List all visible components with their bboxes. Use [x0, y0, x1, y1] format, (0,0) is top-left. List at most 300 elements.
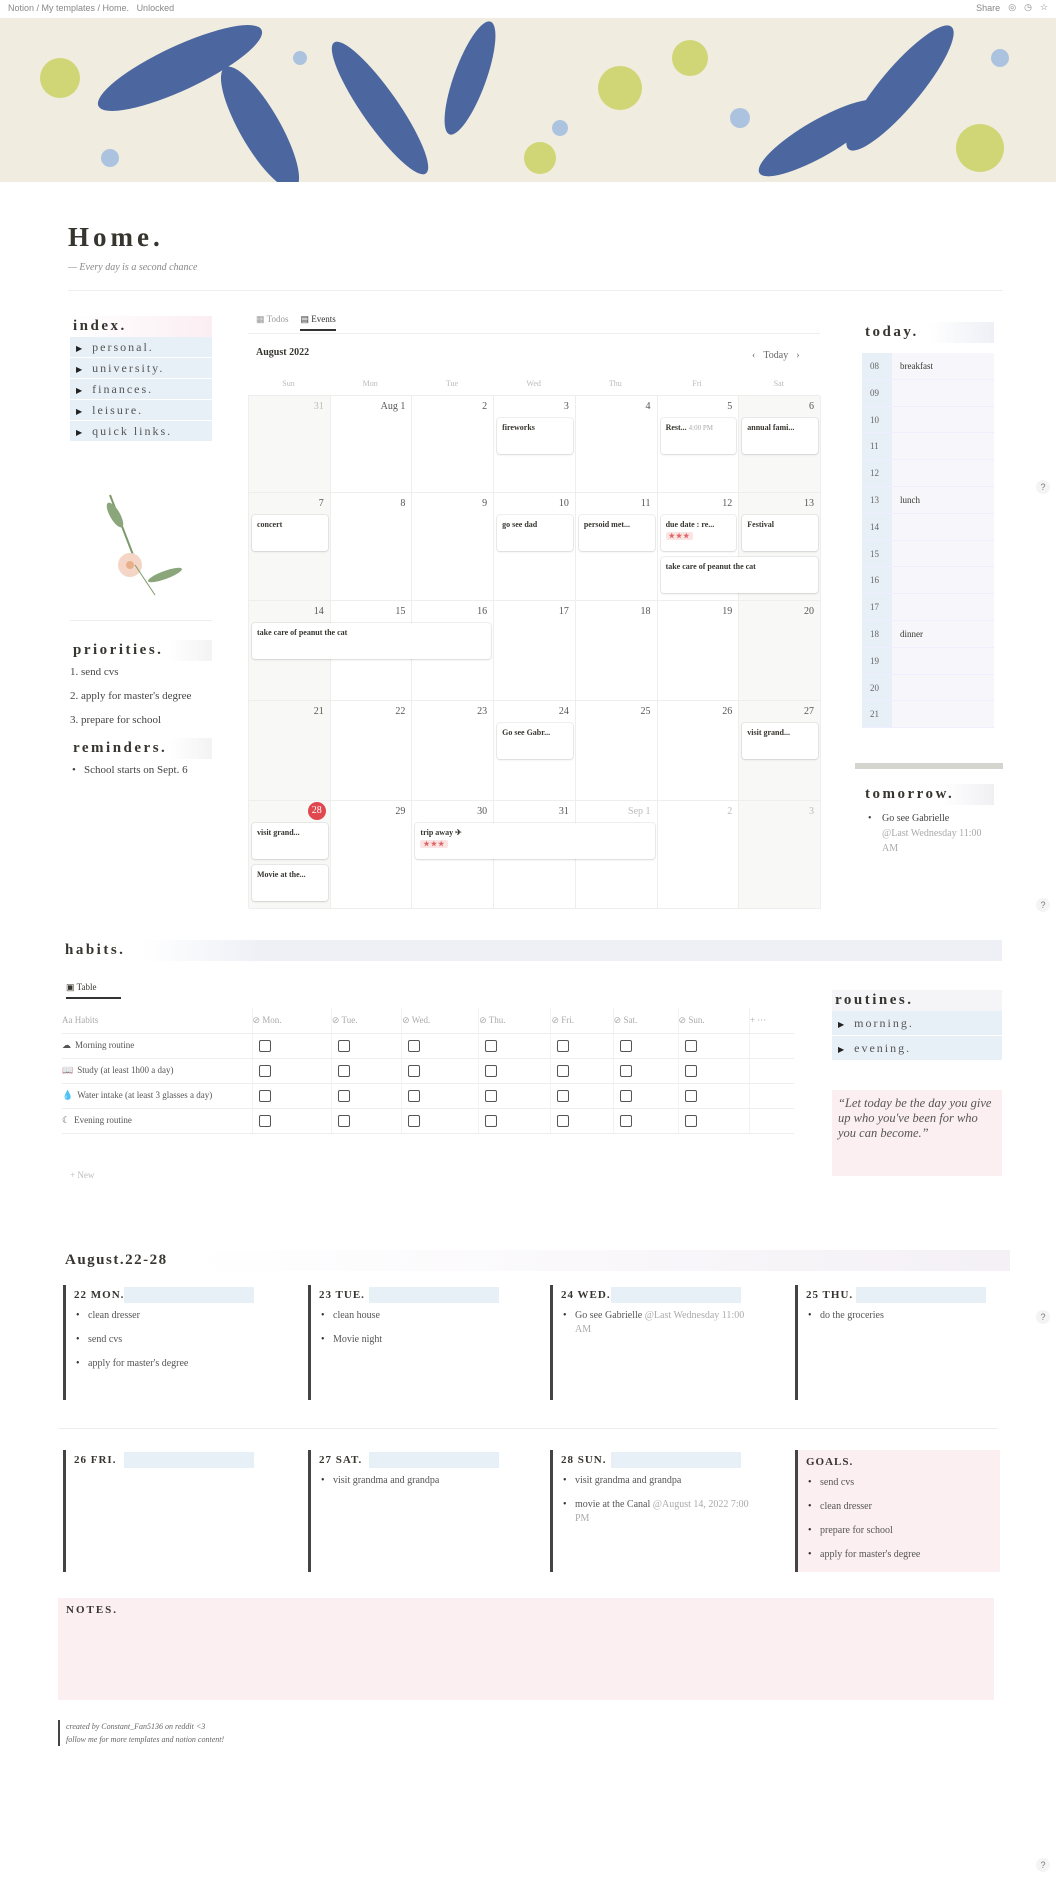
event-title: annual fami...	[747, 423, 795, 432]
today-button[interactable]: Today	[763, 350, 789, 361]
day-column-header[interactable]	[252, 1008, 331, 1033]
weekday-heading: 24 WED.	[561, 1287, 741, 1303]
weekday-block	[63, 1285, 268, 1400]
day-column-label: Sun.	[688, 1014, 705, 1025]
weekday-label: Wed	[526, 379, 541, 388]
index-toggle-item[interactable]	[70, 358, 212, 378]
priority-item: 1. send cvs	[70, 666, 119, 678]
page-title: Home.	[68, 222, 164, 252]
help-button[interactable]: ?	[1036, 480, 1050, 494]
weekday-task[interactable]	[561, 1309, 755, 1337]
new-row-button[interactable]: + New	[70, 1170, 95, 1180]
tab-table-label: Table	[76, 982, 97, 992]
goal-text: send cvs	[820, 1477, 855, 1488]
routine-toggle-item[interactable]	[832, 1036, 1002, 1060]
day-number: 2	[727, 806, 733, 817]
day-number: 3	[563, 401, 569, 412]
hour-task: lunch	[892, 487, 994, 513]
habit-checkbox[interactable]	[620, 1090, 632, 1102]
clock-icon[interactable]: ◷	[1024, 2, 1032, 12]
calendar-day-cell[interactable]	[331, 493, 413, 601]
hour-label: 20	[862, 675, 892, 701]
event-title: Festival	[747, 520, 774, 529]
day-column-label: Tue.	[341, 1014, 358, 1025]
day-number: Aug 1	[380, 401, 406, 412]
habit-checkbox[interactable]	[620, 1115, 632, 1127]
weekday-label: Mon	[362, 379, 378, 388]
weekday-block	[550, 1285, 755, 1400]
weekday-task-list	[561, 1309, 755, 1337]
calendar-day-cell[interactable]	[412, 701, 494, 801]
day-number: 12	[722, 498, 733, 509]
habits-table	[62, 1008, 794, 1134]
week-heading: August.22-28	[62, 1250, 1010, 1271]
habit-check-cell	[402, 1108, 479, 1133]
routine-label: morning.	[854, 1016, 914, 1030]
weekday-label: Sun	[282, 379, 295, 388]
habit-checkbox[interactable]	[685, 1065, 697, 1077]
weekday-task-list	[74, 1309, 268, 1371]
task-text: movie at the Canal	[575, 1499, 651, 1510]
help-button[interactable]: ?	[1036, 898, 1050, 912]
habit-check-cell	[678, 1083, 749, 1108]
habit-checkbox[interactable]	[557, 1040, 569, 1052]
calendar-day-cell[interactable]	[658, 601, 740, 701]
task-text: Movie night	[333, 1334, 383, 1345]
index-item-label: quick links.	[92, 424, 173, 438]
habit-icon: ☾	[62, 1115, 71, 1125]
hour-label: 17	[862, 594, 892, 620]
goal-text: clean dresser	[820, 1501, 872, 1512]
event-title: go see dad	[502, 520, 538, 529]
calendar-event-card[interactable]	[497, 515, 573, 551]
toggle-triangle-icon: ▶	[838, 1045, 847, 1054]
notes-block[interactable]	[58, 1598, 994, 1700]
day-column-label: Mon.	[262, 1014, 282, 1025]
day-number: 27	[803, 706, 814, 717]
habit-checkbox[interactable]	[685, 1040, 697, 1052]
routine-label: evening.	[854, 1041, 912, 1055]
weekday-label: Fri	[692, 379, 702, 388]
hour-task	[892, 407, 994, 433]
habit-checkbox[interactable]	[259, 1090, 271, 1102]
day-number: 11	[640, 498, 651, 509]
habit-check-cell	[479, 1083, 551, 1108]
day-column-label: Thu.	[488, 1014, 506, 1025]
calendar-day-cell[interactable]	[249, 701, 331, 801]
task-text: visit grandma and grandpa	[575, 1475, 682, 1486]
day-column-header[interactable]	[551, 1008, 613, 1033]
habit-check-cell	[551, 1108, 613, 1133]
calendar-day-cell[interactable]	[658, 701, 740, 801]
habit-checkbox[interactable]	[620, 1040, 632, 1052]
calendar-day-cell[interactable]	[576, 601, 658, 701]
prev-month-button[interactable]: ‹	[752, 350, 756, 361]
day-number: 14	[313, 606, 324, 617]
tomorrow-item[interactable]: • Go see Gabrielle @Last Wednesday 11:00 AM	[868, 813, 982, 854]
hour-task	[892, 541, 994, 567]
tab-todos[interactable]: ▦ Todos	[256, 314, 289, 324]
weekday-task[interactable]	[561, 1474, 755, 1488]
routine-toggle-item[interactable]	[832, 1011, 1002, 1035]
calendar-day-cell[interactable]	[331, 396, 413, 493]
day-number: 24	[558, 706, 569, 717]
checkbox-property-icon: ⊘	[331, 1014, 342, 1025]
divider-bar	[855, 763, 1003, 769]
calendar-day-cell[interactable]	[412, 493, 494, 601]
calendar-event-card[interactable]	[497, 418, 573, 454]
star-icon[interactable]: ☆	[1039, 2, 1048, 12]
day-number: 29	[395, 806, 406, 817]
calendar-event-card[interactable]	[579, 515, 655, 551]
goals-block	[795, 1450, 1000, 1572]
day-number: 7	[318, 498, 324, 509]
weekday-label: Thu	[608, 379, 622, 388]
hour-label: 11	[862, 433, 892, 459]
event-tag: ★★★	[666, 532, 694, 540]
day-number: 30	[477, 806, 488, 817]
habit-name-cell[interactable]	[62, 1108, 252, 1133]
priority-item: 3. prepare for school	[70, 714, 162, 726]
event-title: visit grand...	[747, 728, 790, 737]
habit-check-cell	[479, 1108, 551, 1133]
index-item-label: university.	[92, 361, 165, 375]
quote-block: “Let today be the day you give up who you've been for who you can become.”	[832, 1090, 1002, 1176]
habits-heading: habits.	[62, 940, 1002, 961]
hour-label: 21	[862, 701, 892, 727]
habit-checkbox[interactable]	[685, 1090, 697, 1102]
calendar-day-cell[interactable]	[658, 801, 740, 909]
habit-check-cell	[331, 1083, 401, 1108]
habit-check-cell	[551, 1083, 613, 1108]
weekday-block	[550, 1450, 755, 1572]
weekday-task[interactable]	[561, 1498, 755, 1526]
day-column-header[interactable]	[479, 1008, 551, 1033]
day-number: 10	[558, 498, 569, 509]
habit-check-cell	[331, 1033, 401, 1058]
index-item-label: finances.	[92, 382, 154, 396]
calendar-view-tabs	[256, 314, 336, 331]
day-number: 16	[477, 606, 488, 617]
toggle-triangle-icon: ▶	[76, 428, 85, 437]
weekday-heading: 22 MON.	[74, 1287, 254, 1303]
hour-task	[892, 433, 994, 459]
empty-cell	[749, 1058, 794, 1083]
top-bar	[0, 0, 1056, 18]
habit-checkbox[interactable]	[259, 1065, 271, 1077]
help-button[interactable]: ?	[1036, 1310, 1050, 1324]
calendar-event-card[interactable]	[742, 515, 818, 551]
calendar-event-card[interactable]	[252, 623, 491, 659]
habit-checkbox[interactable]	[485, 1065, 497, 1077]
hour-label: 09	[862, 380, 892, 406]
footer-callout	[58, 1720, 224, 1746]
index-item-label: leisure.	[92, 403, 144, 417]
habit-icon: 💧	[62, 1090, 74, 1100]
habit-checkbox[interactable]	[338, 1115, 350, 1127]
footer-credit: created by Constant_Fan5136 on reddit <3	[66, 1722, 206, 1731]
habit-checkbox[interactable]	[338, 1090, 350, 1102]
calendar-month: August 2022	[256, 347, 310, 358]
weekday-label: Sat	[773, 379, 784, 388]
event-title: visit grand...	[257, 828, 300, 837]
event-title: take care of peanut the cat	[665, 562, 756, 571]
event-title: persoid met...	[583, 520, 631, 529]
hour-label: 18	[862, 621, 892, 647]
comment-icon[interactable]: ◎	[1008, 2, 1017, 12]
hour-row[interactable]	[862, 407, 994, 434]
today-block	[862, 322, 994, 728]
habit-check-cell	[331, 1058, 401, 1083]
weekday-block	[795, 1285, 1000, 1400]
day-number: 19	[722, 606, 733, 617]
calendar-event-card[interactable]	[661, 418, 737, 454]
day-number: 23	[477, 706, 488, 717]
add-column-button[interactable]: + ···	[749, 1008, 794, 1033]
hour-row[interactable]	[862, 487, 994, 514]
day-column-label: Sat.	[623, 1014, 638, 1025]
task-text: send cvs	[88, 1334, 123, 1345]
habit-icon: ☁	[62, 1040, 71, 1050]
habit-row	[62, 1058, 794, 1083]
tab-todos-label: Todos	[266, 314, 289, 324]
date-mention[interactable]: @Last Wednesday 11:00 AM	[575, 1310, 745, 1335]
habit-checkbox[interactable]	[485, 1090, 497, 1102]
event-title: Rest...	[665, 423, 687, 432]
hour-label: 10	[862, 407, 892, 433]
habit-row	[62, 1108, 794, 1133]
calendar-event-card[interactable]	[415, 823, 654, 859]
empty-cell	[749, 1108, 794, 1133]
hour-row[interactable]	[862, 594, 994, 621]
reminder-text: School starts on Sept. 6	[84, 764, 188, 776]
tab-events[interactable]: ▤ Events	[300, 314, 335, 331]
habit-checkbox[interactable]	[338, 1040, 350, 1052]
habit-checkbox[interactable]	[685, 1115, 697, 1127]
habit-check-cell	[252, 1108, 331, 1133]
habit-row	[62, 1083, 794, 1108]
cover-image[interactable]	[0, 18, 1056, 182]
day-number: 2	[482, 401, 488, 412]
hour-row[interactable]	[862, 460, 994, 487]
toggle-triangle-icon: ▶	[838, 1020, 847, 1029]
hour-task: dinner	[892, 621, 994, 647]
next-month-button[interactable]: ›	[796, 350, 800, 361]
weekday-task[interactable]	[74, 1333, 268, 1347]
breadcrumb-path[interactable]: Notion / My templates / Home.	[8, 3, 130, 13]
hour-row[interactable]	[862, 353, 994, 380]
hour-task: breakfast	[892, 353, 994, 379]
goal-item[interactable]	[806, 1548, 1000, 1562]
habit-checkbox[interactable]	[557, 1090, 569, 1102]
checkbox-property-icon: ⊘	[678, 1014, 689, 1025]
calendar-day-cell[interactable]	[576, 396, 658, 493]
index-toggle-item[interactable]	[70, 337, 212, 357]
day-column-header[interactable]	[402, 1008, 479, 1033]
habit-name-cell[interactable]	[62, 1058, 252, 1083]
page-subtitle: — Every day is a second chance	[68, 262, 198, 273]
calendar-day-cell[interactable]	[249, 396, 331, 493]
calendar-day-cell[interactable]	[739, 801, 821, 909]
calendar-event-card[interactable]	[497, 723, 573, 759]
hour-row[interactable]	[862, 514, 994, 541]
hour-row[interactable]	[862, 648, 994, 675]
calendar-event-card[interactable]	[661, 557, 818, 593]
day-number: 21	[313, 706, 324, 717]
habit-checkbox[interactable]	[338, 1065, 350, 1077]
habit-check-cell	[479, 1058, 551, 1083]
calendar-event-card[interactable]	[742, 723, 818, 759]
habit-check-cell	[613, 1108, 678, 1133]
goal-item[interactable]	[806, 1524, 1000, 1538]
today-date-badge: 28	[308, 802, 326, 820]
hour-task	[892, 648, 994, 674]
weekday-task[interactable]	[74, 1357, 268, 1371]
hour-row[interactable]	[862, 567, 994, 594]
hour-row[interactable]	[862, 621, 994, 648]
event-title: fireworks	[502, 423, 535, 432]
tab-events-label: Events	[311, 314, 336, 324]
tomorrow-item-text: Go see Gabrielle	[882, 813, 950, 824]
habits-name-header: Aa Habits	[62, 1008, 252, 1033]
divider	[58, 1428, 998, 1429]
habit-name: Evening routine	[74, 1115, 132, 1125]
toggle-triangle-icon: ▶	[76, 344, 85, 353]
hour-label: 13	[862, 487, 892, 513]
lock-status[interactable]: Unlocked	[136, 3, 175, 13]
reminder-item[interactable]: • School starts on Sept. 6	[72, 764, 188, 776]
weekday-task[interactable]	[319, 1333, 513, 1347]
day-number: 4	[645, 401, 651, 412]
habit-checkbox[interactable]	[408, 1090, 420, 1102]
calendar-event-card[interactable]	[252, 865, 328, 901]
goals-heading: GOALS.	[806, 1456, 854, 1468]
day-column-header[interactable]	[678, 1008, 749, 1033]
habit-check-cell	[252, 1058, 331, 1083]
calendar-day-cell[interactable]	[739, 601, 821, 701]
event-title: Movie at the...	[257, 870, 306, 879]
habit-name: Water intake (at least 3 glasses a day)	[77, 1090, 213, 1100]
hour-row[interactable]	[862, 433, 994, 460]
event-title: Go see Gabr...	[502, 728, 551, 737]
habit-name-cell[interactable]	[62, 1083, 252, 1108]
divider	[70, 620, 212, 621]
day-number: Sep 1	[628, 806, 651, 817]
habit-checkbox[interactable]	[557, 1065, 569, 1077]
weekday-task[interactable]	[319, 1474, 513, 1488]
habit-checkbox[interactable]	[408, 1115, 420, 1127]
day-number: 17	[558, 606, 569, 617]
day-number: 18	[640, 606, 651, 617]
empty-cell	[749, 1083, 794, 1108]
habit-checkbox[interactable]	[259, 1115, 271, 1127]
weekday-task[interactable]	[319, 1309, 513, 1323]
habit-checkbox[interactable]	[485, 1040, 497, 1052]
habit-checkbox[interactable]	[408, 1040, 420, 1052]
weekday-task-list	[319, 1474, 513, 1488]
hour-task	[892, 701, 994, 727]
calendar-day-cell[interactable]	[576, 701, 658, 801]
calendar-event-card[interactable]	[252, 515, 328, 551]
habit-check-cell	[402, 1058, 479, 1083]
weekday-block	[308, 1450, 513, 1572]
index-block	[70, 316, 212, 442]
help-button[interactable]: ?	[1036, 1858, 1050, 1872]
goal-text: prepare for school	[820, 1525, 893, 1536]
weekday-heading: 26 FRI.	[74, 1452, 254, 1468]
calendar-day-cell[interactable]	[331, 701, 413, 801]
routines-block	[832, 990, 1002, 1061]
index-toggle-item[interactable]	[70, 400, 212, 420]
day-column-header[interactable]	[613, 1008, 678, 1033]
habit-check-cell	[678, 1108, 749, 1133]
calendar-event-card[interactable]	[661, 515, 737, 551]
footer-follow: follow me for more templates and notion content!	[66, 1735, 225, 1744]
calendar-day-cell[interactable]	[494, 601, 576, 701]
hour-row[interactable]	[862, 675, 994, 702]
checkbox-property-icon: ⊘	[551, 1014, 562, 1025]
hour-row[interactable]	[862, 380, 994, 407]
share-button[interactable]: Share	[976, 2, 1001, 13]
hour-row[interactable]	[862, 541, 994, 568]
habit-checkbox[interactable]	[485, 1115, 497, 1127]
breadcrumb[interactable]	[8, 3, 174, 13]
weekday-task[interactable]	[806, 1309, 1000, 1323]
weekday-task[interactable]	[74, 1309, 268, 1323]
checkbox-property-icon: ⊘	[402, 1014, 412, 1025]
calendar-day-cell[interactable]	[331, 801, 413, 909]
weekday-heading: 25 THU.	[806, 1287, 986, 1303]
day-number: 26	[722, 706, 733, 717]
habit-checkbox[interactable]	[620, 1065, 632, 1077]
calendar-event-card[interactable]	[742, 418, 818, 454]
hour-row[interactable]	[862, 701, 994, 728]
day-column-label: Wed.	[411, 1014, 431, 1025]
event-title: take care of peanut the cat	[257, 628, 348, 637]
goal-item[interactable]	[806, 1500, 1000, 1514]
tab-table[interactable]: ▣ Table	[66, 982, 121, 999]
goal-item[interactable]	[806, 1476, 1000, 1490]
toggle-triangle-icon: ▶	[76, 407, 85, 416]
habit-name: Morning routine	[75, 1040, 135, 1050]
day-number: 5	[727, 401, 733, 412]
habit-check-cell	[613, 1083, 678, 1108]
day-column-header[interactable]	[331, 1008, 401, 1033]
calendar-day-cell[interactable]	[412, 396, 494, 493]
index-toggle-item[interactable]	[70, 421, 212, 441]
habit-checkbox[interactable]	[408, 1065, 420, 1077]
habit-checkbox[interactable]	[557, 1115, 569, 1127]
index-toggle-item[interactable]	[70, 379, 212, 399]
hour-task	[892, 514, 994, 540]
hour-label: 14	[862, 514, 892, 540]
task-text: do the groceries	[820, 1310, 884, 1321]
day-number: 15	[395, 606, 406, 617]
habit-checkbox[interactable]	[259, 1040, 271, 1052]
habit-check-cell	[479, 1033, 551, 1058]
hour-task	[892, 460, 994, 486]
tomorrow-block	[862, 784, 994, 856]
calendar-event-card[interactable]	[252, 823, 328, 859]
weekday-heading: 23 TUE.	[319, 1287, 499, 1303]
date-mention[interactable]: @Last Wednesday 11:00 AM	[882, 828, 982, 854]
hour-label: 12	[862, 460, 892, 486]
date-mention[interactable]: @August 14, 2022 7:00 PM	[575, 1499, 749, 1524]
habit-icon: 📖	[62, 1065, 74, 1075]
habit-name-cell[interactable]	[62, 1033, 252, 1058]
goal-text: apply for master's degree	[820, 1549, 921, 1560]
event-title: concert	[257, 520, 283, 529]
